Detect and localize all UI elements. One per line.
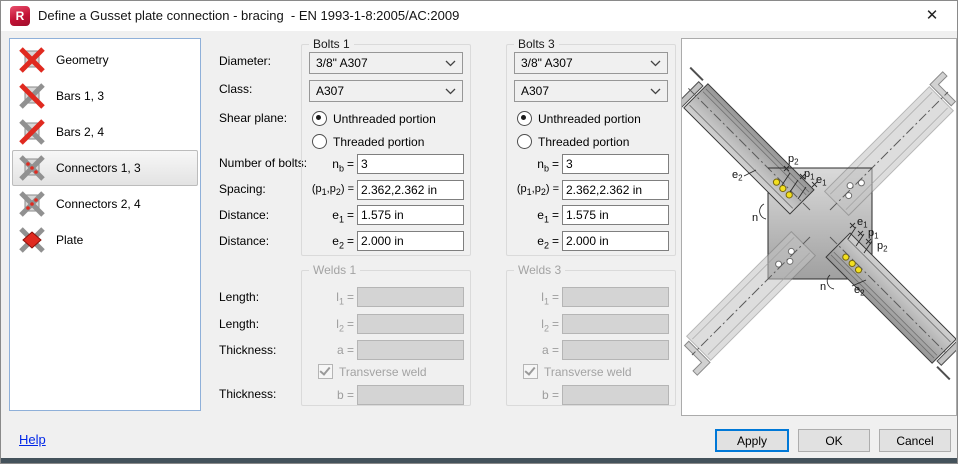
sidebar-item-bars-2-4[interactable] — [12, 114, 198, 150]
radio-threaded-bolts3[interactable] — [517, 134, 629, 149]
class-value: A307 — [521, 84, 550, 98]
b-input-welds1[interactable] — [357, 385, 464, 405]
nb-symbol: $n_b$ = — [537, 157, 559, 174]
dim-label-p2-right: $p_2$ — [877, 240, 888, 254]
bracing-diag1-red-icon — [17, 83, 47, 109]
a-symbol: a = — [541, 343, 559, 357]
nb-input-bolts1[interactable] — [357, 154, 464, 174]
dim-label-e1-top: $e_1$ — [816, 174, 827, 188]
bracing-connectors-2-4-icon — [17, 191, 47, 217]
bracing-x-red-icon — [17, 47, 47, 73]
e1-input-bolts3[interactable] — [562, 205, 669, 225]
dim-label-p1-right: $p_1$ — [868, 227, 879, 241]
sidebar-item-label: Geometry — [56, 53, 109, 67]
nb-input-bolts3[interactable] — [562, 154, 669, 174]
cancel-button[interactable]: Cancel — [879, 429, 951, 452]
radio-threaded-bolts1[interactable] — [312, 134, 424, 149]
help-link[interactable]: Help — [19, 432, 46, 447]
apply-button[interactable]: Apply — [715, 429, 789, 452]
diameter-value: 3/8" A307 — [316, 56, 368, 70]
dim-label-n-bottom: n — [820, 281, 827, 293]
chevron-down-icon — [650, 88, 661, 95]
a-input-welds1[interactable] — [357, 340, 464, 360]
sidebar-item-plate[interactable] — [12, 222, 198, 258]
chevron-down-icon — [445, 60, 456, 67]
e2-symbol: $e_2$ = — [332, 234, 354, 251]
checkmark-icon — [318, 364, 333, 379]
dim-label-n-left: n — [752, 212, 759, 224]
radio-dot-icon — [517, 134, 532, 149]
label-shear-plane: Shear plane: — [219, 111, 288, 125]
e2-symbol: $e_2$ = — [537, 234, 559, 251]
sidebar-item-label: Plate — [56, 233, 84, 247]
label-distance-e1: Distance: — [219, 208, 270, 222]
diameter-combo-bolts1[interactable] — [309, 52, 463, 74]
label-length-l2: Length: — [219, 317, 260, 331]
dim-label-e2-bottom: $e_2$ — [854, 284, 865, 298]
diameter-combo-bolts3[interactable] — [514, 52, 668, 74]
checkmark-icon — [523, 364, 538, 379]
bolts1-group — [301, 37, 471, 256]
e2-input-bolts1[interactable] — [357, 231, 464, 251]
label-length-l1: Length: — [219, 290, 260, 304]
brace-top-right — [824, 72, 956, 216]
dim-label-p1-top: $p_1$ — [804, 168, 815, 182]
checkbox-label: Transverse weld — [339, 364, 427, 379]
label-thickness-b: Thickness: — [219, 387, 277, 401]
bracing-plate-red-icon — [17, 227, 47, 253]
sidebar-list — [9, 38, 201, 411]
l2-symbol: $l_2$ = — [336, 317, 354, 334]
l1-symbol: $l_1$ = — [336, 290, 354, 307]
p12-symbol: $(p_1,p_2)$ = — [311, 183, 354, 198]
dim-label-e2-left: $e_2$ — [732, 169, 743, 183]
l1-symbol: $l_1$ = — [541, 290, 559, 307]
label-thickness-a: Thickness: — [219, 343, 277, 357]
transverse-weld-checkbox-welds1[interactable] — [318, 364, 427, 379]
checkbox-label: Transverse weld — [544, 364, 632, 379]
spacing-input-bolts3[interactable] — [562, 180, 669, 200]
bolts1-group-title: Bolts 1 — [309, 37, 354, 51]
l2-input-welds3[interactable] — [562, 314, 669, 334]
ok-button[interactable]: OK — [798, 429, 870, 452]
bracing-diag2-red-icon — [17, 119, 47, 145]
nb-symbol: $n_b$ = — [332, 157, 354, 174]
diameter-value: 3/8" A307 — [521, 56, 573, 70]
transverse-weld-checkbox-welds3[interactable] — [523, 364, 632, 379]
sidebar-item-geometry[interactable] — [12, 42, 198, 78]
e1-symbol: $e_1$ = — [537, 208, 559, 225]
l2-input-welds1[interactable] — [357, 314, 464, 334]
class-combo-bolts3[interactable] — [514, 80, 668, 102]
radio-unthreaded-bolts1[interactable] — [312, 111, 436, 126]
sidebar-item-bars-1-3[interactable] — [12, 78, 198, 114]
welds1-group — [301, 263, 471, 406]
titlebar — [1, 1, 957, 31]
welds3-group-title: Welds 3 — [514, 263, 565, 277]
e1-symbol: $e_1$ = — [332, 208, 354, 225]
bracing-connectors-1-3-icon — [17, 155, 47, 181]
radio-unthreaded-bolts3[interactable] — [517, 111, 641, 126]
class-combo-bolts1[interactable] — [309, 80, 463, 102]
welds1-group-title: Welds 1 — [309, 263, 360, 277]
dim-label-e1-right: $e_1$ — [857, 216, 868, 230]
connection-preview-panel — [681, 38, 957, 416]
b-input-welds3[interactable] — [562, 385, 669, 405]
p12-symbol: $(p_1,p_2)$ = — [516, 183, 559, 198]
brace-bottom-right — [826, 232, 956, 380]
dim-label-p2-top: $p_2$ — [788, 153, 799, 167]
sidebar-item-label: Connectors 1, 3 — [56, 161, 141, 175]
label-distance-e2: Distance: — [219, 234, 270, 248]
label-class: Class: — [219, 82, 253, 96]
radio-dot-icon — [312, 111, 327, 126]
b-symbol: b = — [336, 388, 354, 402]
sidebar-item-label: Connectors 2, 4 — [56, 197, 141, 211]
bolts3-group-title: Bolts 3 — [514, 37, 559, 51]
e1-input-bolts1[interactable] — [357, 205, 464, 225]
brace-top-left — [682, 67, 814, 215]
brace-bottom-left — [682, 232, 816, 376]
l1-input-welds3[interactable] — [562, 287, 669, 307]
a-symbol: a = — [336, 343, 354, 357]
chevron-down-icon — [650, 60, 661, 67]
radio-label: Threaded portion — [538, 134, 630, 149]
sidebar-item-connectors-2-4[interactable] — [12, 186, 198, 222]
gusset-connection-diagram — [682, 39, 956, 415]
label-diameter: Diameter: — [219, 54, 272, 68]
window-bottom-edge — [1, 458, 957, 463]
sidebar-item-label: Bars 2, 4 — [56, 125, 105, 139]
radio-label: Unthreaded portion — [538, 111, 641, 126]
welds3-group — [506, 263, 676, 406]
spacing-input-bolts1[interactable] — [357, 180, 464, 200]
sidebar-item-label: Bars 1, 3 — [56, 89, 105, 103]
l2-symbol: $l_2$ = — [541, 317, 559, 334]
l1-input-welds1[interactable] — [357, 287, 464, 307]
radio-label: Threaded portion — [333, 134, 425, 149]
a-input-welds3[interactable] — [562, 340, 669, 360]
b-symbol: b = — [541, 388, 559, 402]
label-spacing: Spacing: — [219, 182, 266, 196]
e2-input-bolts3[interactable] — [562, 231, 669, 251]
chevron-down-icon — [445, 88, 456, 95]
class-value: A307 — [316, 84, 345, 98]
close-icon[interactable]: ✕ — [925, 7, 939, 24]
radio-dot-icon — [517, 111, 532, 126]
sidebar-item-connectors-1-3[interactable] — [12, 150, 198, 186]
radio-label: Unthreaded portion — [333, 111, 436, 126]
label-number-of-bolts: Number of bolts: — [219, 156, 308, 170]
robot-app-icon: R — [10, 6, 30, 26]
radio-dot-icon — [312, 134, 327, 149]
bolts3-group — [506, 37, 676, 256]
dialog-title: Define a Gusset plate connection - bracing - EN 1993-1-8:2005/AC:2009 — [38, 8, 460, 23]
